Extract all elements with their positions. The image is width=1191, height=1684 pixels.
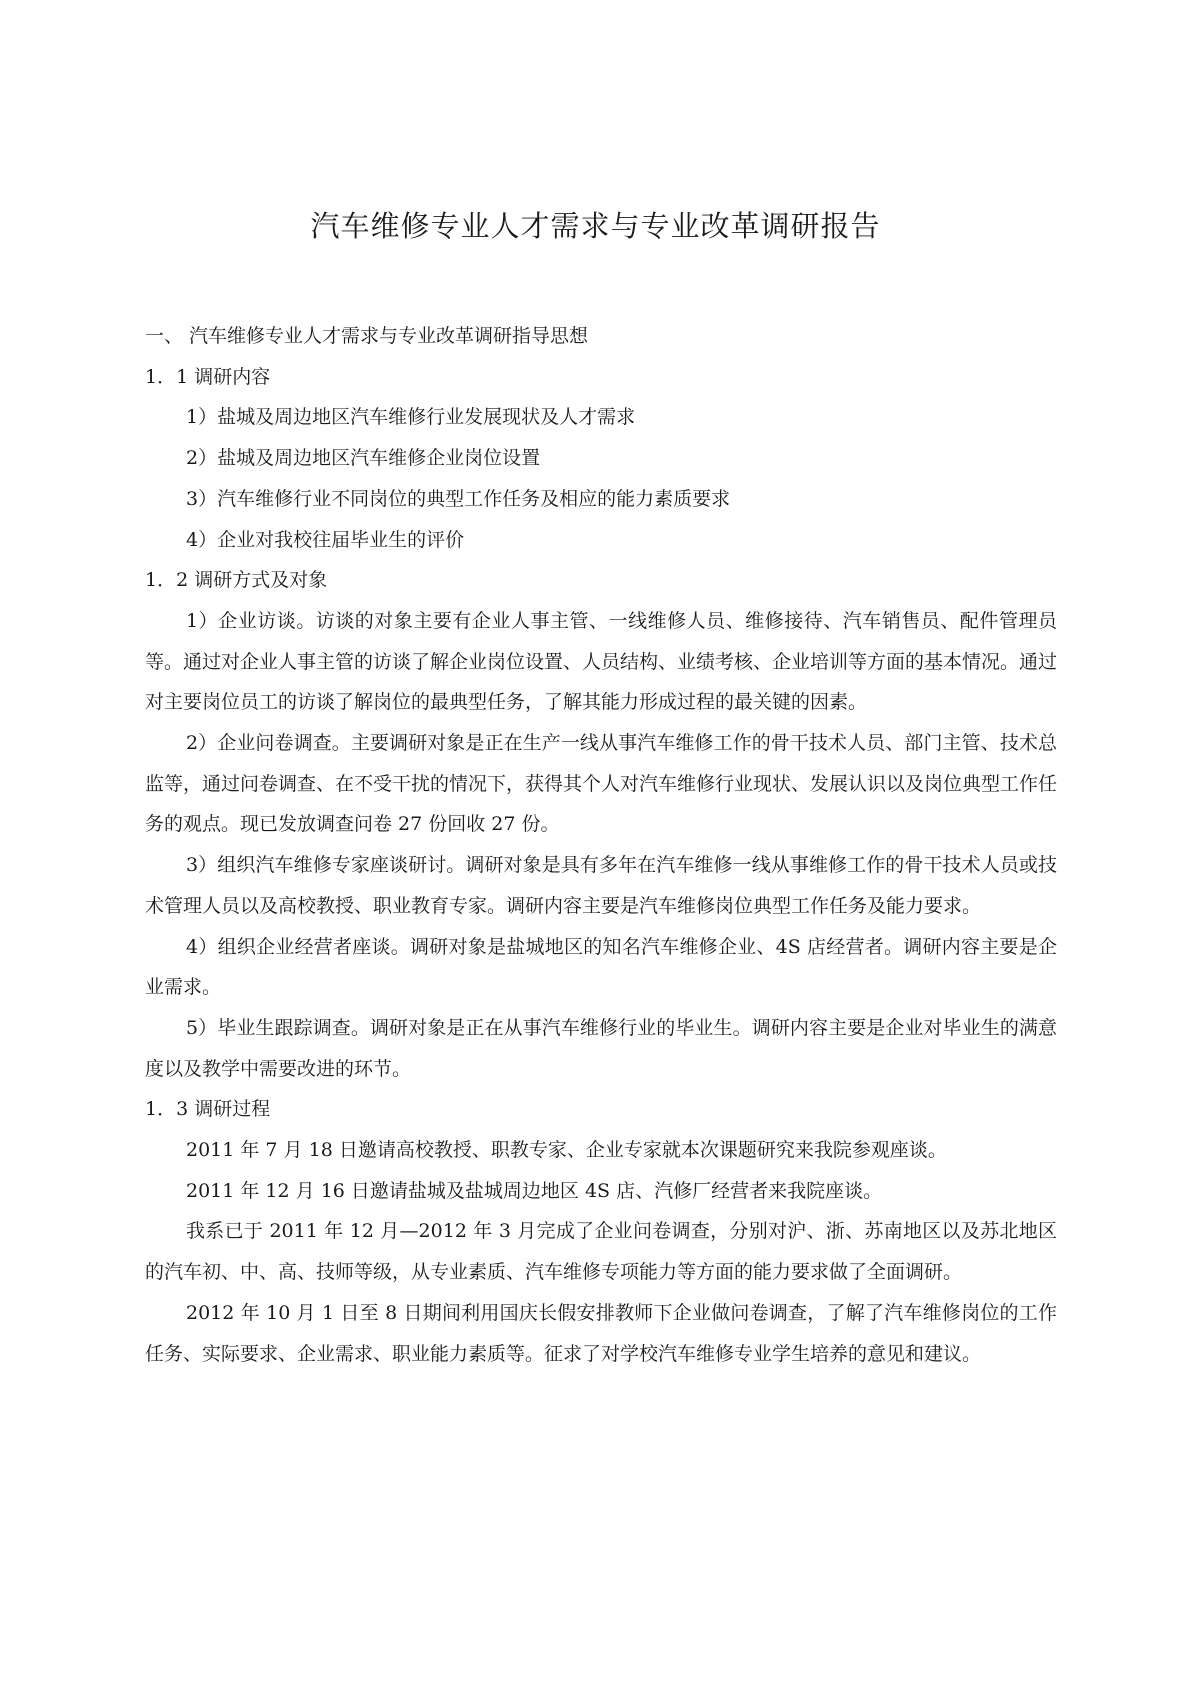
method-paragraph: 3）组织汽车维修专家座谈研讨。调研对象是具有多年在汽车维修一线从事维修工作的骨干技术人员或技术管理人员以及高校教授、职业教育专家。调研内容主要是汽车维修岗位典型工作任务及能力要求。 xyxy=(145,854,1057,917)
research-content-item: 2）盐城及周边地区汽车维修企业岗位设置 xyxy=(186,447,541,470)
subsection-1-3-heading: 1．3 调研过程 xyxy=(145,1098,271,1121)
research-content-item: 1）盐城及周边地区汽车维修行业发展现状及人才需求 xyxy=(186,406,636,429)
process-paragraph: 2011 年 7 月 18 日邀请高校教授、职教专家、企业专家就本次课题研究来我院参观座谈。 xyxy=(186,1139,947,1162)
method-paragraph: 1）企业访谈。访谈的对象主要有企业人事主管、一线维修人员、维修接待、汽车销售员、配件管理员等。通过对企业人事主管的访谈了解企业岗位设置、人员结构、业绩考核、企业培训等方面的基本情况。通过对主要岗位员工的访谈了解岗位的最典型任务，了解其能力形成过程的最关键的因素。 xyxy=(145,609,1058,714)
subsection-1-2-heading: 1．2 调研方式及对象 xyxy=(145,569,328,592)
subsection-1-1-heading: 1．1 调研内容 xyxy=(145,365,271,388)
document-body xyxy=(145,316,1057,1374)
method-paragraph: 4）组织企业经营者座谈。调研对象是盐城地区的知名汽车维修企业、4S 店经营者。调研内容主要是企业需求。 xyxy=(145,935,1057,999)
process-paragraph: 我系已于 2011 年 12 月—2012 年 3 月完成了企业问卷调查，分别对沪、浙、苏南地区以及苏北地区的汽车初、中、高、技师等级，从专业素质、汽车维修专项能力等方面的能力要求做了全面调研。 xyxy=(145,1220,1057,1284)
document-title: 汽车维修专业人才需求与专业改革调研报告 xyxy=(310,209,881,243)
research-content-item: 3）汽车维修行业不同岗位的典型工作任务及相应的能力素质要求 xyxy=(186,487,731,510)
method-paragraph: 5）毕业生跟踪调查。调研对象是正在从事汽车维修行业的毕业生。调研内容主要是企业对毕业生的满意度以及教学中需要改进的环节。 xyxy=(145,1016,1057,1080)
process-paragraph: 2012 年 10 月 1 日至 8 日期间利用国庆长假安排教师下企业做问卷调查，了解了汽车维修岗位的工作任务、实际要求、企业需求、职业能力素质等。征求了对学校汽车维修专业学生培养的意见和建议。 xyxy=(145,1301,1057,1365)
research-content-item: 4）企业对我校往届毕业生的评价 xyxy=(186,528,465,551)
process-paragraph: 2011 年 12 月 16 日邀请盐城及盐城周边地区 4S 店、汽修厂经营者来我院座谈。 xyxy=(186,1179,883,1202)
method-paragraph: 2）企业问卷调查。主要调研对象是正在生产一线从事汽车维修工作的骨干技术人员、部门主管、技术总监等，通过问卷调查、在不受干扰的情况下，获得其个人对汽车维修行业现状、发展认识以及岗位典型工作任务的观点。现已发放调查问卷 27 份回收 27 份。 xyxy=(145,732,1058,836)
section-1-heading: 一、 汽车维修专业人才需求与专业改革调研指导思想 xyxy=(145,325,589,347)
